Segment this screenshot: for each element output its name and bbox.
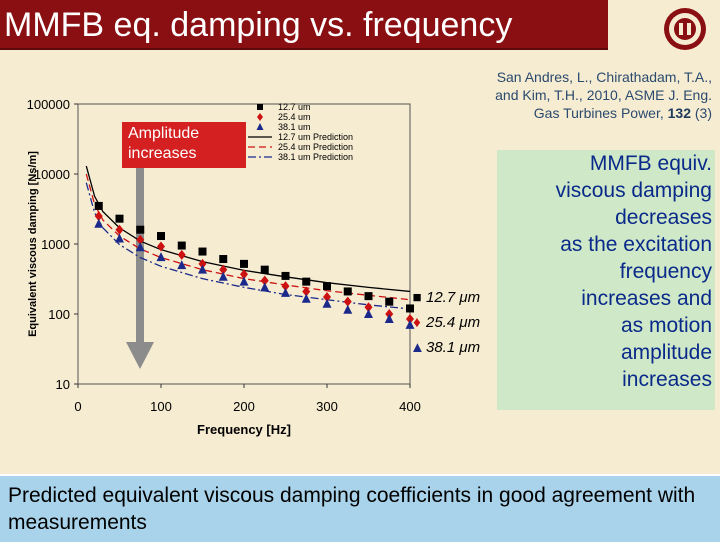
data-point-square	[365, 292, 373, 300]
legend-swatch	[257, 104, 263, 110]
explanation-text	[500, 150, 712, 393]
summary-text: Predicted equivalent viscous damping coefficients in good agreement with measurements	[8, 484, 696, 534]
citation	[432, 68, 712, 122]
explanation-line: increases and	[581, 287, 712, 310]
citation-line-3-post: (3)	[691, 105, 712, 121]
side-legend-row-12-7	[410, 285, 500, 310]
slide-title: MMFB eq. damping vs. frequency	[0, 0, 608, 50]
data-point-square	[240, 260, 248, 268]
explanation-line: as motion	[620, 314, 712, 337]
data-point-square	[95, 202, 103, 210]
data-point-square	[157, 232, 165, 240]
amplitude-label-line-1: Amplitude	[128, 125, 200, 142]
explanation-line: decreases	[615, 206, 712, 229]
citation-volume: 132	[667, 105, 691, 121]
x-tick-label: 0	[74, 399, 82, 414]
side-legend-row-38-1	[410, 335, 500, 360]
square-marker-icon: ■	[412, 289, 422, 306]
y-tick-label: 10000	[33, 167, 70, 182]
citation-line-1: San Andres, L., Chirathadam, T.A.,	[496, 69, 712, 85]
data-point-square	[385, 298, 393, 306]
university-logo-icon	[662, 6, 708, 52]
legend-label: 25.4 um Prediction	[278, 142, 354, 152]
amplitude-increases-label	[122, 122, 246, 168]
citation-line-3-pre: Gas Turbines Power,	[533, 105, 668, 121]
x-tick-label: 300	[316, 399, 338, 414]
data-point-square	[261, 266, 269, 274]
explanation-line: MMFB equiv.	[589, 152, 712, 175]
legend-label: 38.1 um Prediction	[278, 152, 354, 162]
explanation-line: amplitude	[620, 341, 712, 364]
data-point-square	[282, 272, 290, 280]
side-legend	[410, 285, 500, 360]
data-point-square	[116, 215, 124, 223]
data-point-square	[323, 282, 331, 290]
data-point-square	[199, 248, 207, 256]
y-tick-label: 100000	[26, 97, 70, 112]
legend-label: 12.7 um	[278, 102, 311, 112]
x-tick-label: 400	[399, 399, 421, 414]
data-point-square	[302, 278, 310, 286]
y-axis-label: Equivalent viscous damping [Ns/m]	[27, 151, 39, 337]
amplitude-label-line-2: increases	[128, 145, 197, 162]
data-point-square	[178, 242, 186, 250]
triangle-marker-icon: ▲	[410, 339, 425, 356]
citation-line-3	[432, 104, 712, 122]
side-legend-label-12-7: 12.7 μm	[426, 289, 481, 306]
legend-label: 38.1 um	[278, 122, 311, 132]
legend-label: 12.7 um Prediction	[278, 132, 354, 142]
data-point-square	[219, 255, 227, 263]
diamond-marker-icon: ♦	[413, 314, 421, 331]
legend-label: 25.4 um	[278, 112, 311, 122]
data-point-square	[344, 287, 352, 295]
side-legend-label-25-4: 25.4 μm	[426, 314, 481, 331]
citation-line-2: and Kim, T.H., 2010, ASME J. Eng.	[495, 87, 712, 103]
x-axis-label: Frequency [Hz]	[197, 422, 291, 437]
data-point-square	[136, 226, 144, 234]
side-legend-row-25-4	[410, 310, 500, 335]
y-tick-label: 10	[55, 377, 70, 392]
x-tick-label: 200	[233, 399, 255, 414]
y-tick-label: 100	[48, 307, 70, 322]
side-legend-label-38-1: 38.1 μm	[426, 339, 481, 356]
explanation-line: as the excitation	[560, 233, 712, 256]
x-tick-label: 100	[150, 399, 172, 414]
explanation-line: increases	[622, 368, 712, 391]
explanation-line: frequency	[619, 260, 712, 283]
y-tick-label: 1000	[41, 237, 70, 252]
explanation-line: viscous damping	[555, 179, 712, 202]
